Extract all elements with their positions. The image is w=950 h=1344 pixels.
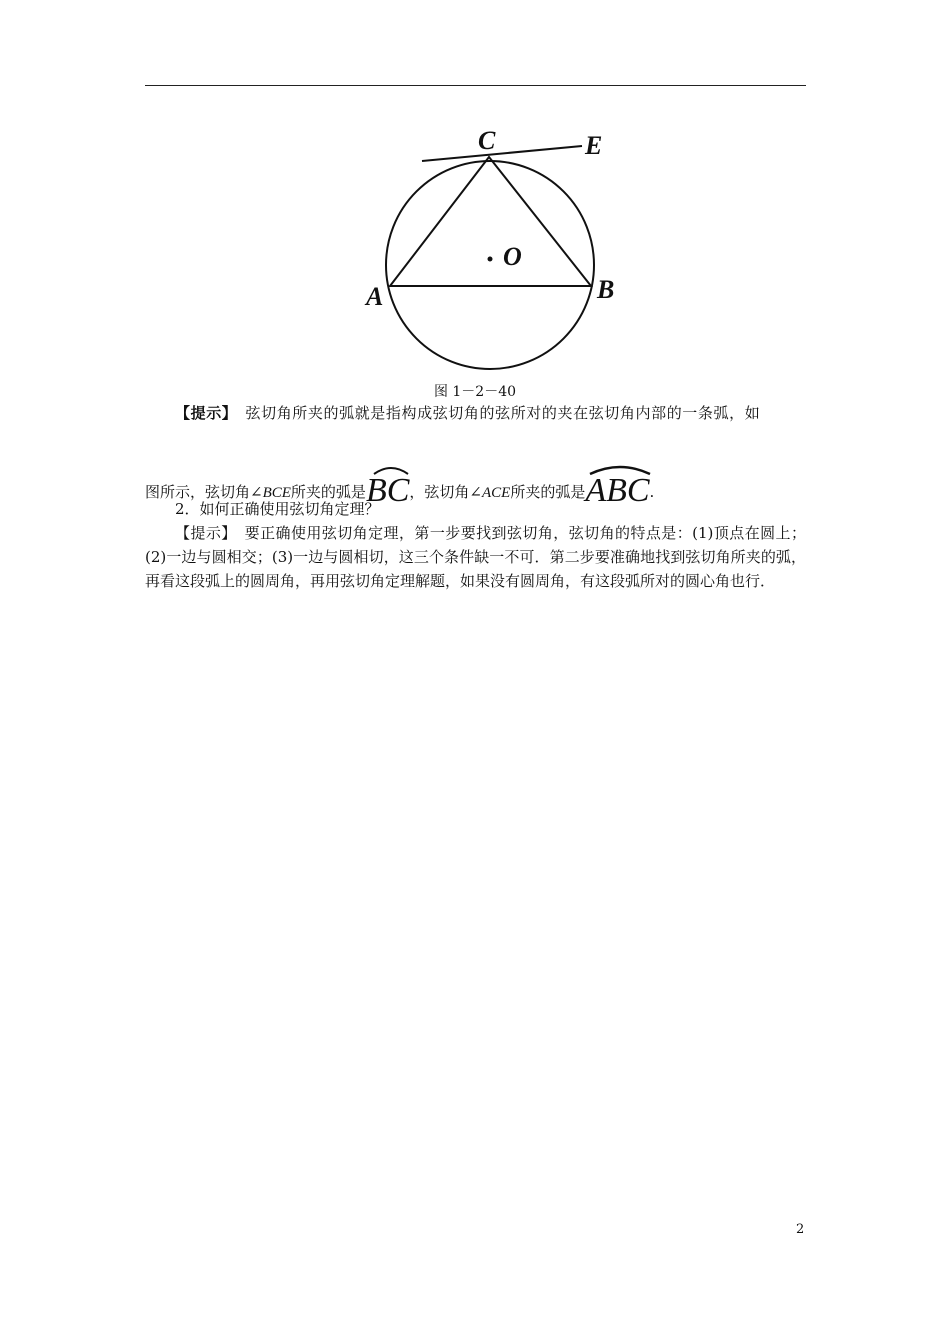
label-e: E — [585, 131, 603, 160]
hint-1-text-1: 弦切角所夹的弧就是指构成弦切角的弦所对的夹在弦切角内部的一条弧，如 — [229, 404, 761, 422]
label-b: B — [597, 275, 615, 304]
header-rule — [145, 85, 806, 86]
hint-1-text-2: 图所示，弦切角∠ — [145, 483, 263, 501]
label-a: A — [366, 282, 384, 311]
tangent-line-ce — [422, 146, 582, 161]
hint-2-tag: 【提示】 — [175, 524, 230, 542]
label-c: C — [478, 126, 496, 155]
hint-1-tag: 【提示】 — [175, 404, 230, 422]
circle-o — [386, 161, 594, 369]
hint-2-text: 要正确使用弦切角定理，第一步要找到弦切角，弦切角的特点是：(1)顶点在圆上；(2)一边与圆相交；(3)一边与圆相切，这三个条件缺一不可．第二步要准确地找到弦切角所夹的弧，再看这段弧上的圆周角，再用弦切角定理解题，如果没有圆周角，有这段弧所对的圆心角也行． — [145, 524, 806, 590]
figure-caption: 图 1－2－40 — [433, 384, 517, 400]
arc-abc-label: ABC — [585, 472, 650, 509]
center-dot — [488, 257, 493, 262]
hint-1-text-6: . — [649, 483, 655, 501]
label-o: O — [503, 242, 522, 271]
hint-1-text-3: 所夹的弧是 — [290, 483, 366, 501]
page-number: 2 — [796, 1222, 805, 1237]
arc-bc-label: BC — [365, 472, 410, 509]
hint-1-text-4: ，弦切角∠ — [409, 483, 482, 501]
geometry-figure — [350, 118, 630, 378]
hint-1-line-1 — [145, 401, 806, 425]
angle-ace: ACE — [481, 485, 511, 501]
angle-bce: BCE — [262, 485, 291, 501]
question-2: 2．如何正确使用弦切角定理？ — [175, 500, 380, 518]
triangle-abc — [390, 157, 591, 286]
hint-1-text-5: 所夹的弧是 — [510, 483, 586, 501]
hint-2 — [145, 521, 806, 593]
